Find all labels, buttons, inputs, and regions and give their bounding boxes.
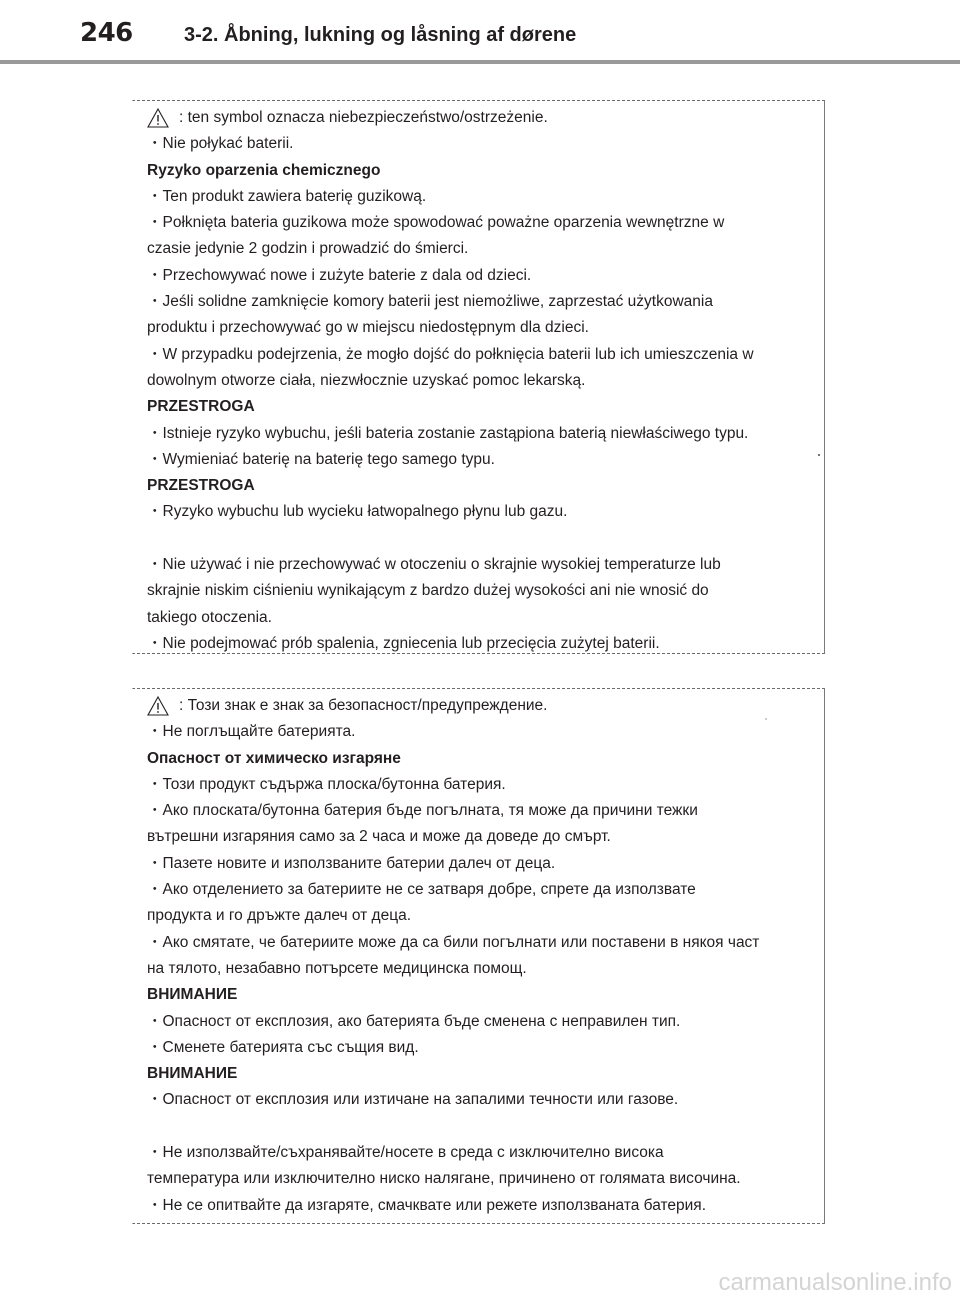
text-line: ・Przechowywać nowe i zużyte baterie z dala od dzieci. [147, 266, 532, 284]
text-line: ・Сменете батерията със същия вид. [147, 1038, 419, 1056]
text-line: ・Ако отделението за батериите не се затваря добре, спрете да използвате [147, 881, 696, 899]
subheading: PRZESTROGA [147, 477, 255, 495]
page-header [0, 0, 960, 70]
text-line: на тялото, незабавно потърсете медицинска помощ. [147, 959, 527, 977]
polish-warning-box [132, 100, 825, 654]
text-line: ・Не използвайте/съхранявайте/носете в среда с изключително висока [147, 1144, 664, 1162]
text-line: ・Опасност от експлозия, ако батерията бъде сменена с неправилен тип. [147, 1012, 681, 1030]
subheading: ВНИМАНИЕ [147, 1065, 238, 1083]
header-divider [0, 60, 960, 64]
polish-lines [147, 131, 818, 657]
text-line: ・Не се опитвайте да изгаряте, смачквате или режете използваната батерия. [147, 1196, 707, 1214]
text-line: ・Ryzyko wybuchu lub wycieku łatwopalnego płynu lub gazu. [147, 503, 568, 521]
text-line: dowolnym otworze ciała, niezwłocznie uzyskać pomoc lekarską. [147, 371, 586, 389]
section-title: 3-2. Åbning, lukning og låsning af dørene [184, 24, 577, 46]
bulgarian-lines [147, 719, 818, 1219]
text-line: ・Ако плоската/бутонна батерия бъде погълната, тя може да причини тежки [147, 802, 698, 820]
warning-triangle-icon [147, 108, 169, 128]
subheading: PRZESTROGA [147, 398, 255, 416]
text-line: ・Nie podejmować prób spalenia, zgniecenia lub przecięcia zużytej baterii. [147, 634, 660, 652]
polish-warning-symbol-text: : ten symbol oznacza niebezpieczeństwo/ostrzeżenie. [179, 109, 548, 126]
polish-warning-symbol-line [147, 105, 818, 131]
bulgarian-warning-symbol-line [147, 693, 818, 719]
bulgarian-warning-symbol-text: : Този знак е знак за безопасност/предупреждение. [179, 697, 548, 714]
bulgarian-warning-box [132, 688, 825, 1224]
text-line: ・W przypadku podejrzenia, że mogło dojść do połknięcia baterii lub ich umieszczenia w [147, 345, 754, 363]
text-line: ・Jeśli solidne zamknięcie komory baterii jest niemożliwe, zaprzestać użytkowania [147, 293, 713, 311]
text-line: ・Wymieniać baterię na baterię tego samego typu. [147, 450, 495, 468]
text-line: ・Ако смятате, че батериите може да са били погълнати или поставени в някоя част [147, 933, 760, 951]
scan-speck [765, 718, 767, 720]
text-line: вътрешни изгаряния само за 2 часа и може да доведе до смърт. [147, 828, 611, 846]
watermark: carmanualsonline.info [718, 1269, 952, 1296]
text-line: ・Istnieje ryzyko wybuchu, jeśli bateria zostanie zastąpiona baterią niewłaściwego typu. [147, 424, 749, 442]
text-line: czasie jedynie 2 godzin i prowadzić do śmierci. [147, 240, 469, 258]
text-line: ・Пазете новите и използваните батерии далеч от деца. [147, 854, 556, 872]
scan-speck [818, 454, 820, 456]
text-line: skrajnie niskim ciśnieniu wynikającym z bardzo dużej wysokości ani nie wnosić do [147, 582, 709, 600]
text-line: температура или изключително ниско налягане, причинено от голямата височина. [147, 1170, 741, 1188]
spacer [147, 526, 818, 552]
text-line: ・Не поглъщайте батерията. [147, 723, 356, 741]
text-line: produktu i przechowywać go w miejscu niedostępnym dla dzieci. [147, 319, 589, 337]
subheading: Опасност от химическо изгаряне [147, 749, 401, 767]
spacer [147, 1114, 818, 1140]
text-line: takiego otoczenia. [147, 608, 272, 626]
text-line: ・Połknięta bateria guzikowa może spowodować poważne oparzenia wewnętrzne w [147, 214, 725, 232]
text-line: продукта и го дръжте далеч от деца. [147, 907, 412, 925]
text-line: ・Ten produkt zawiera baterię guzikową. [147, 187, 427, 205]
polish-warning-content [147, 105, 818, 657]
text-line: ・Nie używać i nie przechowywać w otoczeniu o skrajnie wysokiej temperaturze lub [147, 556, 721, 574]
text-line: ・Този продукт съдържа плоска/бутонна батерия. [147, 775, 506, 793]
subheading: Ryzyko oparzenia chemicznego [147, 161, 381, 179]
bulgarian-warning-content [147, 693, 818, 1219]
subheading: ВНИМАНИЕ [147, 986, 238, 1004]
text-line: ・Nie połykać baterii. [147, 135, 294, 153]
text-line: ・Опасност от експлозия или изтичане на запалими течности или газове. [147, 1091, 679, 1109]
warning-triangle-icon [147, 696, 169, 716]
page-number: 246 [80, 18, 133, 48]
